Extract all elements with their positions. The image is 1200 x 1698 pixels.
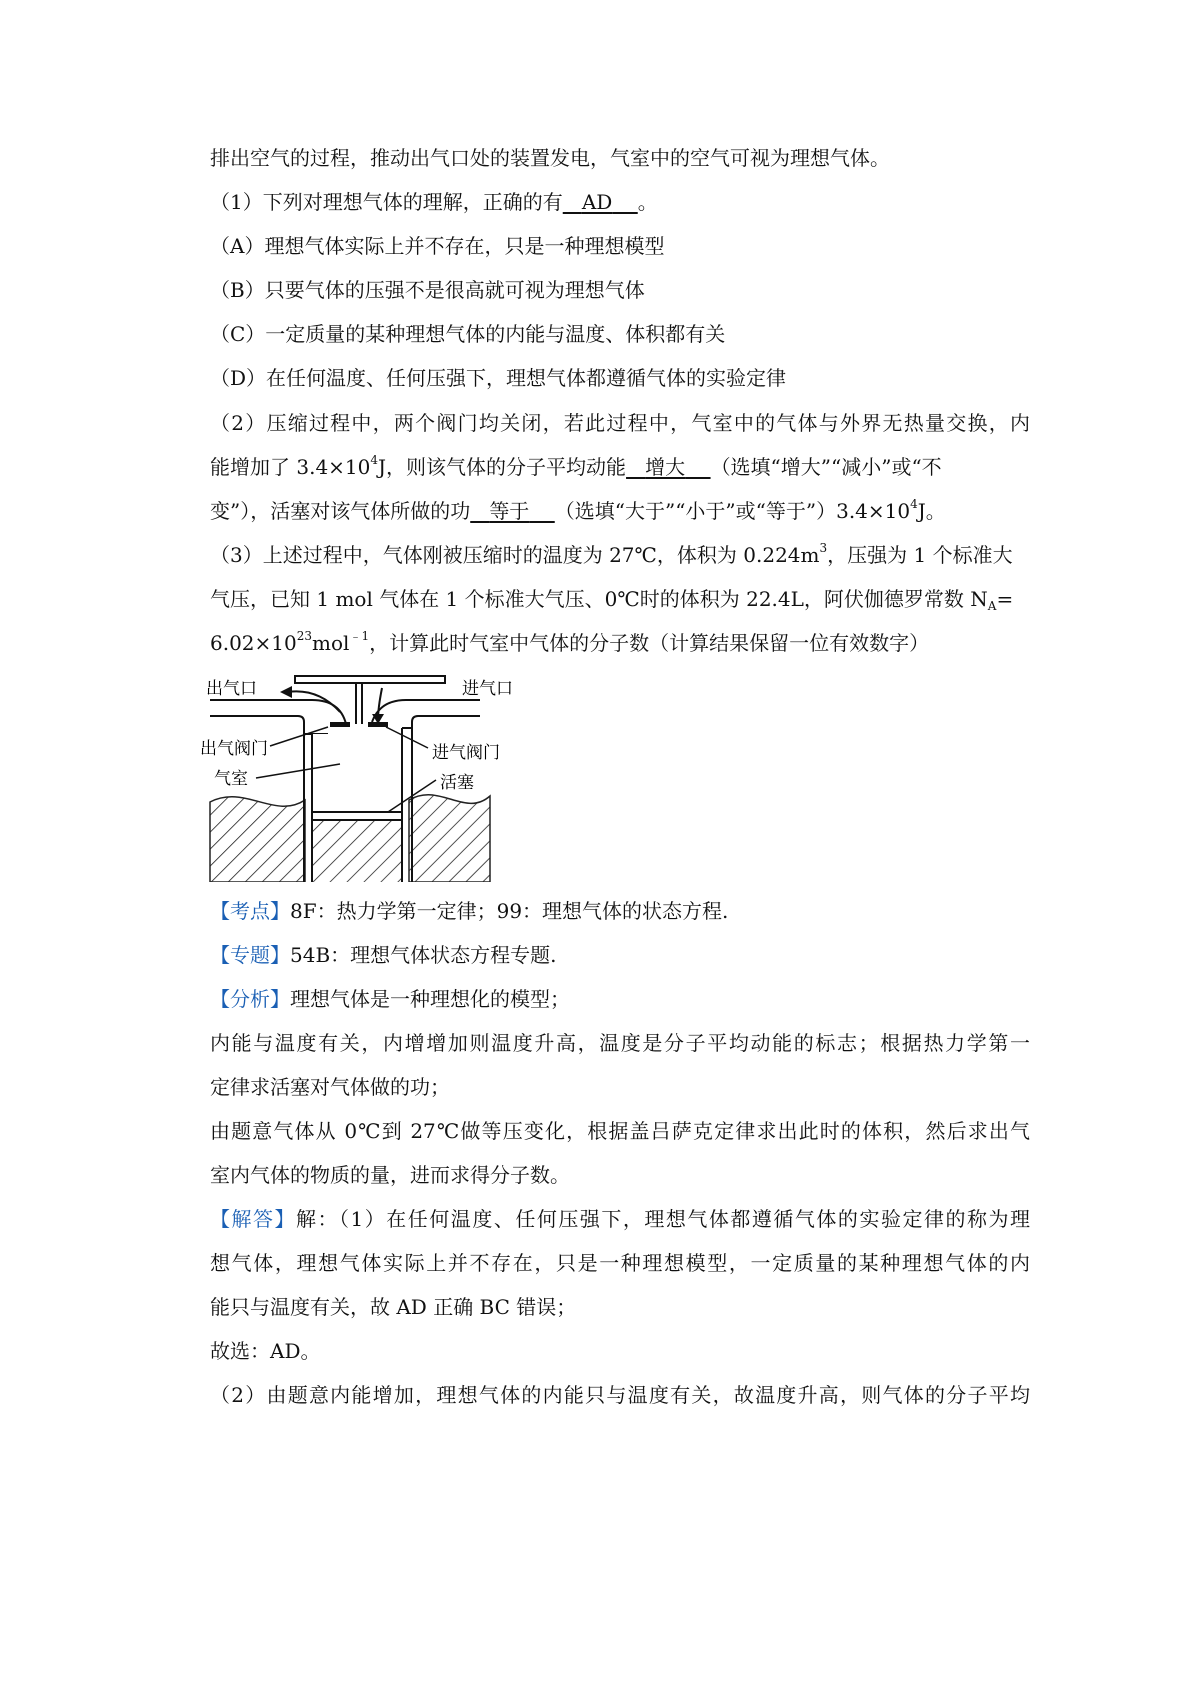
inlet-valve-label: 进气阀门 (432, 743, 500, 763)
question-2-line-3: 变”），活塞对该气体所做的功 等于 （选填“大于”“小于”或“等于$”)3.4\times 10^4J$。 (210, 497, 946, 523)
question-1-prefix: （1）下列对理想气体的理解，正确的有 (210, 190, 563, 214)
option-b: （B）只要气体的压强不是很高就可视为理想气体 (210, 278, 645, 302)
inlet-label: 进气口 (462, 679, 513, 699)
question-2-answer-2: 等于 (489, 499, 530, 523)
question-2-line-1: （2）压缩过程中，两个阀门均关闭，若此过程中，气室中的气体与外界无热量交换，内 (210, 411, 1030, 435)
fenxi-line-4: 由题意气体从 0℃到 27℃做等压变化，根据盖吕萨克定律求出此时的体积，然后求出气 (210, 1119, 1030, 1143)
jieda-line-2: 想气体，理想气体实际上并不存在，只是一种理想模型，一定质量的某种理想气体的内 (210, 1251, 1030, 1275)
ground-hatch (210, 797, 305, 882)
option-d: （D）在任何温度、任何压强下，理想气体都遵循气体的实验定律 (210, 366, 787, 390)
chamber-label: 气室 (214, 769, 248, 789)
piston-label: 活塞 (440, 773, 474, 793)
question-2-answer-1: 增大 (645, 455, 686, 479)
fenxi-tag: 【分析】 (210, 987, 290, 1011)
question-3-line-3: $6.02\times 10^{23}mol^{﹣1}$，计算此时气室中气体的分子数（计算结果保留一位有效数字） (210, 629, 930, 655)
option-c: （C）一定质量的某种理想气体的内能与温度、体积都有关 (210, 322, 726, 346)
question-1-answer: AD (581, 190, 613, 214)
piston-chamber-figure (200, 672, 530, 882)
jieda-line-5: （2）由题意内能增加，理想气体的内能只与温度有关，故温度升高，则气体的分子平均 (210, 1383, 1030, 1407)
option-a: （A）理想气体实际上并不存在，只是一种理想模型 (210, 234, 665, 258)
top-plate (295, 676, 445, 683)
jieda-tag: 【解答】 (210, 1207, 297, 1231)
outlet-arrow (288, 691, 340, 712)
question-1: （1）下列对理想气体的理解，正确的有 AD 。 (210, 190, 658, 214)
kaodian-tag: 【考点】 (210, 899, 290, 923)
fenxi-line-5: 室内气体的物质的量，进而求得分子数。 (210, 1163, 570, 1187)
fenxi-line: 【分析】理想气体是一种理想化的模型； (210, 987, 570, 1011)
jieda-line-3: 能只与温度有关，故 AD 正确 BC 错误； (210, 1295, 577, 1319)
question-2-line-2: 能增加了 $3.4\times 10^4J$，则该气体的分子平均动能 增大 （选填“增大”“减小”或“不 (210, 453, 942, 479)
piston (312, 812, 402, 820)
jieda-line: 【解答】解：（1）在任何温度、任何压强下，理想气体都遵循气体的实验定律的称为理 (210, 1207, 1030, 1231)
zhuanti-tag: 【专题】 (210, 943, 290, 967)
outlet-label: 出气口 (206, 679, 257, 699)
kaodian-line: 【考点】8F：热力学第一定律；99：理想气体的状态方程. (210, 899, 729, 923)
jieda-line-4: 故选：AD。 (210, 1339, 321, 1363)
fenxi-line-2: 内能与温度有关，内增增加则温度升高，温度是分子平均动能的标志；根据热力学第一 (210, 1031, 1030, 1055)
question-3-line-2: 气压，已知 1 mol 气体在 1 个标准大气压、0℃时的体积为 22.4L，阿伏伽德罗常数 $N_A=$ (210, 587, 1014, 613)
question-3-line-1: （3）上述过程中，气体刚被压缩时的温度为 27℃，体积为 $0.224m^3$，压强为 1 个标准大 (210, 541, 1013, 567)
outlet-valve-label: 出气阀门 (200, 739, 268, 759)
intro-text: 排出空气的过程，推动出气口处的装置发电，气室中的空气可视为理想气体。 (210, 146, 890, 170)
outlet-valve (330, 722, 350, 727)
fenxi-line-3: 定律求活塞对气体做的功； (210, 1075, 450, 1099)
zhuanti-line: 【专题】54B：理想气体状态方程专题. (210, 943, 557, 967)
